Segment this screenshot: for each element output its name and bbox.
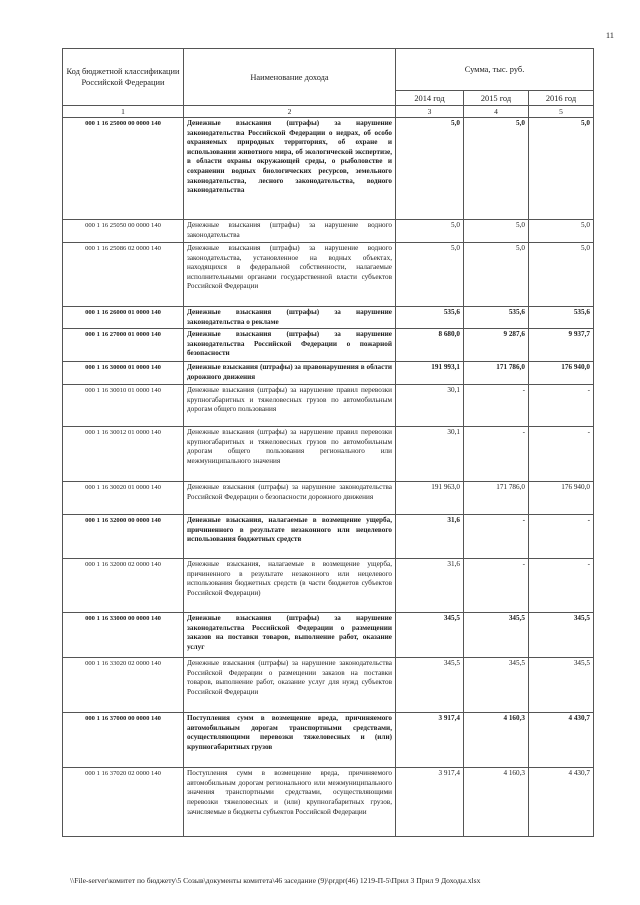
table-row (63, 385, 594, 427)
amount-2014-cell: 191 963,0 (396, 482, 464, 515)
amount-2015-cell: - (464, 515, 529, 559)
amount-2014-cell: 191 993,1 (396, 362, 464, 385)
page-number: 11 (605, 30, 614, 40)
amount-2016-cell: 345,5 (529, 613, 594, 658)
table-row (63, 362, 594, 385)
amount-2014-cell: 31,6 (396, 515, 464, 559)
code-cell: 000 1 16 32000 00 0000 140 (63, 515, 184, 559)
code-cell: 000 1 16 26000 01 0000 140 (63, 307, 184, 329)
amount-2015-cell: 4 160,3 (464, 768, 529, 837)
name-cell: Денежные взыскания, налагаемые в возмещение ущерба, причиненного в результате незаконного или нецелевого использования бюджетных средств (184, 515, 396, 559)
amount-2016-cell: 9 937,7 (529, 329, 594, 362)
table-row (63, 768, 594, 837)
code-cell: 000 1 16 33000 00 0000 140 (63, 613, 184, 658)
amount-2016-cell: 176 940,0 (529, 482, 594, 515)
col-number: 1 (63, 106, 184, 118)
code-cell: 000 1 16 30000 01 0000 140 (63, 362, 184, 385)
header-year-2015: 2015 год (464, 91, 529, 106)
amount-2014-cell: 8 680,0 (396, 329, 464, 362)
amount-2016-cell: 5,0 (529, 118, 594, 220)
name-cell: Денежные взыскания (штрафы) за нарушение водного законодательства, установленное на водных объектах, находящихся в федеральной собственности, налагаемые исполнительными органами государственной власти субъектов Российской Федерации (184, 243, 396, 307)
amount-2014-cell: 3 917,4 (396, 768, 464, 837)
amount-2014-cell: 31,6 (396, 559, 464, 613)
name-cell: Денежные взыскания (штрафы) за нарушение законодательства о рекламе (184, 307, 396, 329)
name-cell: Денежные взыскания (штрафы) за нарушение законодательства Российской Федерации о безопасности дорожного движения (184, 482, 396, 515)
amount-2014-cell: 3 917,4 (396, 713, 464, 768)
col-number: 4 (464, 106, 529, 118)
code-cell: 000 1 16 30010 01 0000 140 (63, 385, 184, 427)
amount-2016-cell: 345,5 (529, 658, 594, 713)
table-row (63, 220, 594, 243)
amount-2015-cell: - (464, 559, 529, 613)
name-cell: Денежные взыскания (штрафы) за нарушение правил перевозки крупногабаритных и тяжеловесных грузов по автомобильным дорогам общего пользования (184, 385, 396, 427)
code-cell: 000 1 16 27000 01 0000 140 (63, 329, 184, 362)
table-row (63, 713, 594, 768)
amount-2015-cell: 5,0 (464, 118, 529, 220)
amount-2014-cell: 30,1 (396, 385, 464, 427)
amount-2016-cell: - (529, 559, 594, 613)
col-number: 2 (184, 106, 396, 118)
name-cell: Денежные взыскания (штрафы) за нарушение правил перевозки крупногабаритных и тяжеловесных грузов по автомобильным дорогам общего пользования регионального или межмуниципального значения (184, 427, 396, 482)
code-cell: 000 1 16 37020 02 0000 140 (63, 768, 184, 837)
table-row (63, 559, 594, 613)
table-row (63, 658, 594, 713)
amount-2016-cell: 176 940,0 (529, 362, 594, 385)
name-cell: Денежные взыскания (штрафы) за правонарушения в области дорожного движения (184, 362, 396, 385)
amount-2015-cell: 4 160,3 (464, 713, 529, 768)
code-cell: 000 1 16 30020 01 0000 140 (63, 482, 184, 515)
code-cell: 000 1 16 25000 00 0000 140 (63, 118, 184, 220)
header-year-2016: 2016 год (529, 91, 594, 106)
revenue-table (62, 48, 594, 837)
header-year-2014: 2014 год (396, 91, 464, 106)
col-number: 5 (529, 106, 594, 118)
amount-2015-cell: - (464, 385, 529, 427)
amount-2014-cell: 5,0 (396, 220, 464, 243)
table-row (63, 118, 594, 220)
amount-2016-cell: 535,6 (529, 307, 594, 329)
name-cell: Денежные взыскания, налагаемые в возмещение ущерба, причиненного в результате незаконного или нецелевого использования бюджетных средств (в части бюджетов субъектов Российской Федерации) (184, 559, 396, 613)
table-row (63, 515, 594, 559)
code-cell: 000 1 16 32000 02 0000 140 (63, 559, 184, 613)
amount-2016-cell: 4 430,7 (529, 768, 594, 837)
amount-2016-cell: - (529, 515, 594, 559)
amount-2015-cell: 171 786,0 (464, 362, 529, 385)
name-cell: Денежные взыскания (штрафы) за нарушение законодательства Российской Федерации о размещении заказов на поставки товаров, выполнение работ, оказание услуг (184, 613, 396, 658)
table-row (63, 613, 594, 658)
amount-2016-cell: - (529, 385, 594, 427)
name-cell: Поступления сумм в возмещение вреда, причиняемого автомобильным дорогам регионального или межмуниципального значения транспортными средствами, осуществляющими перевозки тяжеловесных и (или) крупногабаритных грузов, зачисляемые в бюджеты субъектов Российской Федерации (184, 768, 396, 837)
col-number: 3 (396, 106, 464, 118)
amount-2014-cell: 5,0 (396, 243, 464, 307)
amount-2015-cell: 9 287,6 (464, 329, 529, 362)
amount-2016-cell: 5,0 (529, 243, 594, 307)
footer-file-path: \\File-server\комитет по бюджету\5 Созыв\документы комитета\46 заседание (9)\prдpr(46) 1219-П-5\Прил 3 Прил 9 Доходы.xlsx (70, 876, 481, 885)
amount-2015-cell: 5,0 (464, 243, 529, 307)
amount-2015-cell: 171 786,0 (464, 482, 529, 515)
amount-2016-cell: 4 430,7 (529, 713, 594, 768)
amount-2014-cell: 30,1 (396, 427, 464, 482)
table-row (63, 243, 594, 307)
name-cell: Денежные взыскания (штрафы) за нарушение законодательства Российской Федерации о пожарной безопасности (184, 329, 396, 362)
name-cell: Денежные взыскания (штрафы) за нарушение водного законодательства (184, 220, 396, 243)
name-cell: Поступления сумм в возмещение вреда, причиняемого автомобильным дорогам транспортными средствами, осуществляющими перевозки тяжеловесных и (или) крупногабаритных грузов (184, 713, 396, 768)
amount-2014-cell: 345,5 (396, 658, 464, 713)
amount-2015-cell: 345,5 (464, 658, 529, 713)
amount-2014-cell: 345,5 (396, 613, 464, 658)
amount-2014-cell: 535,6 (396, 307, 464, 329)
amount-2016-cell: - (529, 427, 594, 482)
amount-2015-cell: 5,0 (464, 220, 529, 243)
code-cell: 000 1 16 25086 02 0000 140 (63, 243, 184, 307)
table-row (63, 482, 594, 515)
amount-2016-cell: 5,0 (529, 220, 594, 243)
table-body (63, 118, 594, 837)
header-code: Код бюджетной классификации Российской Федерации (63, 49, 184, 106)
code-cell: 000 1 16 30012 01 0000 140 (63, 427, 184, 482)
name-cell: Денежные взыскания (штрафы) за нарушение законодательства Российской Федерации о размещении заказов на поставки товаров, выполнение работ, оказание услуг для нужд субъектов Российской Федерации (184, 658, 396, 713)
amount-2015-cell: 535,6 (464, 307, 529, 329)
code-cell: 000 1 16 33020 02 0000 140 (63, 658, 184, 713)
table-row (63, 307, 594, 329)
header-name: Наименование дохода (184, 49, 396, 106)
table-row (63, 329, 594, 362)
amount-2015-cell: 345,5 (464, 613, 529, 658)
name-cell: Денежные взыскания (штрафы) за нарушение законодательства Российской Федерации о недрах, об особо охраняемых природных территориях, об охране и использовании животного мира, об экологической экспертизе, в области охраны окружающей среды, о рыболовстве и сохранении водных биологических ресурсов, земельного законодательства, лесного законодательства, водного законодательства (184, 118, 396, 220)
code-cell: 000 1 16 25050 00 0000 140 (63, 220, 184, 243)
amount-2015-cell: - (464, 427, 529, 482)
amount-2014-cell: 5,0 (396, 118, 464, 220)
code-cell: 000 1 16 37000 00 0000 140 (63, 713, 184, 768)
header-sum: Сумма, тыс. руб. (396, 49, 594, 91)
table-row (63, 427, 594, 482)
